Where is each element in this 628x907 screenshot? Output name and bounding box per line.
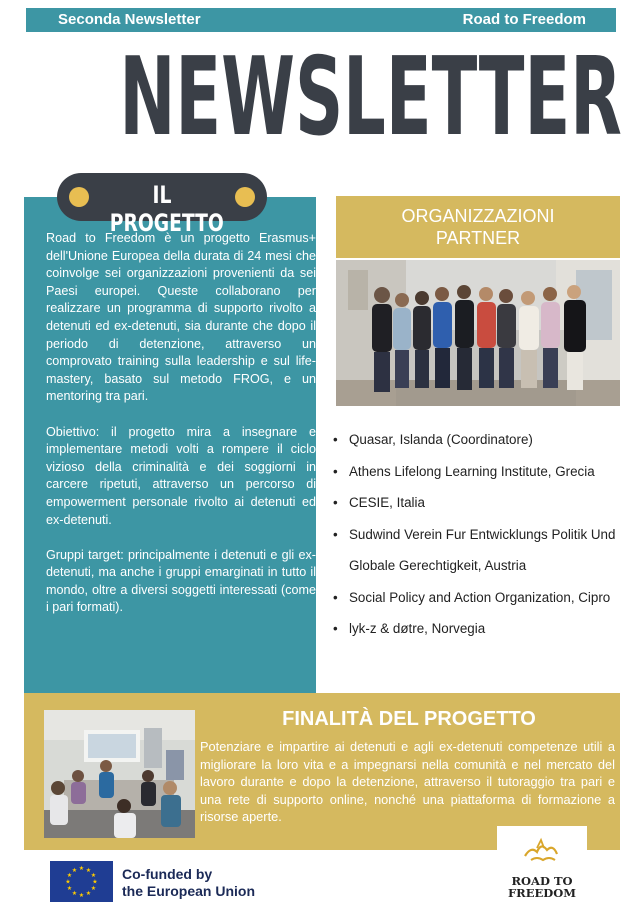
partner-item: [330, 582, 620, 614]
svg-text:★: ★: [90, 885, 97, 892]
pill-dot-left: [69, 187, 89, 207]
newsletter-edition-label: Seconda Newsletter: [58, 11, 201, 28]
svg-text:★: ★: [66, 872, 73, 879]
header-bar: [26, 8, 616, 32]
partner-name: CESIE, Italia: [349, 495, 425, 510]
partners-heading-line2: PARTNER: [435, 228, 521, 248]
logo-text-line2: FREEDOM: [508, 886, 576, 900]
training-room-photo: [44, 710, 195, 838]
svg-text:★: ★: [85, 890, 92, 897]
bird-logo-icon: [497, 826, 587, 872]
eu-cofunded-label: [122, 866, 255, 900]
bullet-icon: •: [333, 432, 338, 447]
partner-item: [330, 424, 620, 456]
project-paragraph-objective: Obiettivo: il progetto mira a insegnare e implementare metodi volti a rompere il ciclo vizioso della criminalità e dei soggiorni in carcere ripetuti, attraverso un percorso di empowerment personale rivolto ai detenuti ed ex-detenuti.: [46, 424, 316, 527]
partner-name: Sudwind Verein Fur Entwicklungs Politik Und Globale Gerechtigkeit, Austria: [349, 526, 616, 573]
svg-text:★: ★: [78, 865, 85, 872]
eu-text-line2: the European Union: [122, 883, 255, 899]
partner-name: Athens Lifelong Learning Institute, Grecia: [349, 463, 595, 479]
eu-text-line1: Co-funded by: [122, 866, 213, 882]
page-title: NEWSLETTER: [119, 35, 622, 160]
partners-group-photo: [336, 260, 620, 406]
eu-stars-icon: [50, 861, 113, 902]
bullet-icon: •: [333, 621, 338, 636]
group-photo-image: [336, 260, 620, 406]
project-paragraph-intro: Road to Freedom è un progetto Erasmus+ dell'Unione Europea della durata di 24 mesi che coinvolge sei organizzazioni provenienti da sei Paesi europei. Queste collaborano per realizzare un programma di supporto rivolto a detenuti ed ex-detenuti, sia durante che dopo il periodo di detenzione, attraverso un comprovato training sulla leadership e sul life-mastery, basato sul metodo FROG, e un mentoring tra pari.: [46, 231, 316, 404]
partner-item: [330, 519, 620, 582]
training-photo-image: [44, 710, 195, 838]
svg-text:★: ★: [78, 892, 85, 899]
project-panel: [24, 197, 316, 693]
project-heading: IL PROGETTO: [109, 181, 224, 237]
partner-name: Quasar, Islanda (Coordinatore): [349, 432, 533, 447]
svg-text:★: ★: [66, 885, 73, 892]
project-heading-pill: [57, 173, 267, 237]
svg-text:★: ★: [71, 890, 78, 897]
partner-name: lyk-z & døtre, Norvegia: [349, 621, 486, 636]
aims-text: Potenziare e impartire ai detenuti e agli ex-detenuti competenze utili a migliorare la loro vita e a impegnarsi nella comunità e nel mercato del lavoro durante e dopo la detenzione, attraverso il tutoraggio tra pari e una rete di supporto online, nonché una piattaforma di formazione a risorse aperte.: [200, 739, 615, 825]
eu-flag-icon: [50, 861, 113, 902]
road-to-freedom-logo: [497, 826, 587, 905]
bullet-icon: •: [333, 463, 338, 479]
partner-name: Social Policy and Action Organization, Cipro: [349, 589, 611, 605]
partners-list: [330, 424, 620, 645]
bullet-icon: •: [333, 526, 338, 542]
logo-text-line1: ROAD TO: [511, 874, 573, 888]
project-text: [46, 230, 316, 635]
svg-text:★: ★: [90, 872, 97, 879]
svg-text:★: ★: [92, 878, 98, 886]
bullet-icon: •: [333, 589, 338, 605]
aims-heading: FINALITÀ DEL PROGETTO: [282, 708, 536, 730]
partners-heading: [336, 196, 620, 258]
partner-item: [330, 456, 620, 488]
svg-text:★: ★: [71, 867, 78, 874]
project-paragraph-target: Gruppi target: principalmente i detenuti e gli ex-detenuti, ma anche i gruppi emarginati in tutto il mondo, oltre a diversi soggetti interessati (come i pari formati).: [46, 547, 316, 615]
svg-text:★: ★: [65, 878, 71, 886]
project-name-label: Road to Freedom: [462, 11, 586, 28]
partner-item: [330, 613, 620, 645]
svg-text:★: ★: [85, 867, 92, 874]
partner-item: [330, 487, 620, 519]
pill-dot-right: [235, 187, 255, 207]
bullet-icon: •: [333, 495, 338, 510]
partners-heading-line1: ORGANIZZAZIONI: [401, 206, 555, 226]
